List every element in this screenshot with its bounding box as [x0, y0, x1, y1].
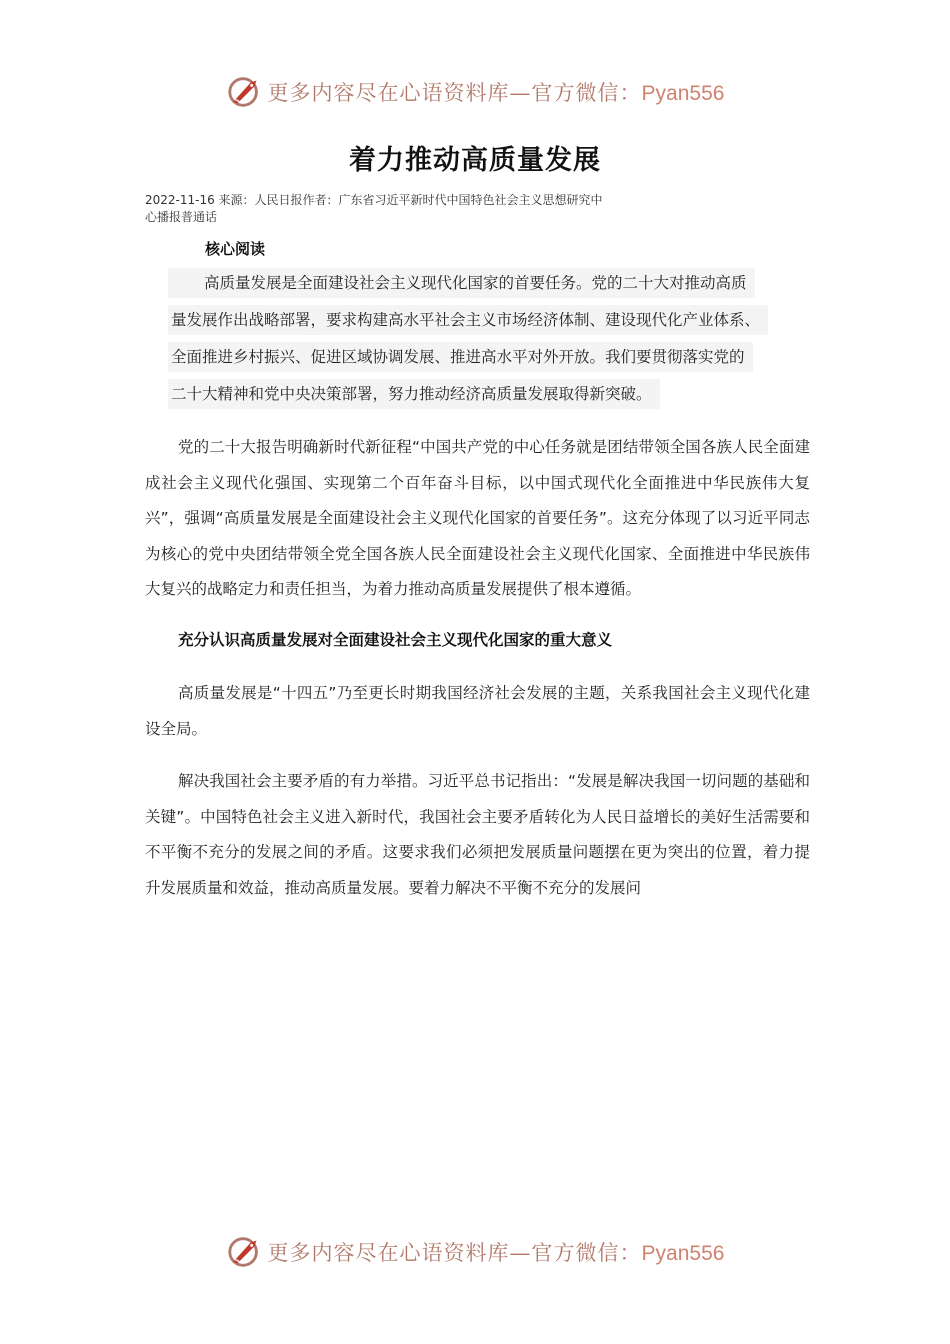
article-title: 着力推动高质量发展: [349, 145, 601, 176]
core-reading-line: 二十大精神和党中央决策部署，努力推动经济高质量发展取得新突破。: [168, 379, 660, 409]
paragraph-3: 解决我国社会主要矛盾的有力举措。习近平总书记指出：“发展是解决我国一切问题的基础和关键”。中国特色社会主义进入新时代，我国社会主要矛盾转化为人民日益增长的美好生活需要和不平衡不充分的发展之间的矛盾。这要求我们必须把发展质量问题摆在更为突出的位置，着力提升发展质量和效益，推动高质量发展。要着力解决不平衡不充分的发展问: [145, 772, 810, 897]
core-reading-line: 高质量发展是全面建设社会主义现代化国家的首要任务。党的二十大对推动高质: [168, 268, 755, 298]
header-banner: [0, 70, 950, 114]
meta-line: 心播报普通话: [145, 210, 218, 224]
footer-banner: [0, 1230, 950, 1274]
core-reading-heading: 核心阅读: [205, 240, 266, 258]
pen-nib-logo-icon: [226, 73, 264, 111]
article-meta: [145, 192, 645, 226]
core-reading-line: 全面推进乡村振兴、促进区域协调发展、推进高水平对外开放。我们要贯彻落实党的: [168, 342, 753, 372]
pen-nib-logo-icon: [226, 1233, 264, 1271]
meta-line: 2022-11-16 来源：人民日报作者：广东省习近平新时代中国特色社会主义思想研究中: [145, 193, 603, 207]
core-reading-box: [168, 268, 768, 416]
banner-text: 更多内容尽在心语资料库—官方微信：Pyan556: [267, 1241, 725, 1265]
paragraph-2: 高质量发展是“十四五”乃至更长时期我国经济社会发展的主题，关系我国社会主义现代化建设全局。: [145, 684, 810, 738]
banner-text: 更多内容尽在心语资料库—官方微信：Pyan556: [267, 81, 725, 105]
paragraph-1: 党的二十大报告明确新时代新征程“中国共产党的中心任务就是团结带领全国各族人民全面建成社会主义现代化强国、实现第二个百年奋斗目标，以中国式现代化全面推进中华民族伟大复兴”，强调“高质量发展是全面建设社会主义现代化国家的首要任务”。这充分体现了以习近平同志为核心的党中央团结带领全党全国各族人民全面建设社会主义现代化国家、全面推进中华民族伟大复兴的战略定力和责任担当，为着力推动高质量发展提供了根本遵循。: [145, 438, 810, 598]
section-heading: 充分认识高质量发展对全面建设社会主义现代化国家的重大意义: [178, 631, 613, 649]
core-reading-line: 量发展作出战略部署，要求构建高水平社会主义市场经济体制、建设现代化产业体系、: [168, 305, 768, 335]
